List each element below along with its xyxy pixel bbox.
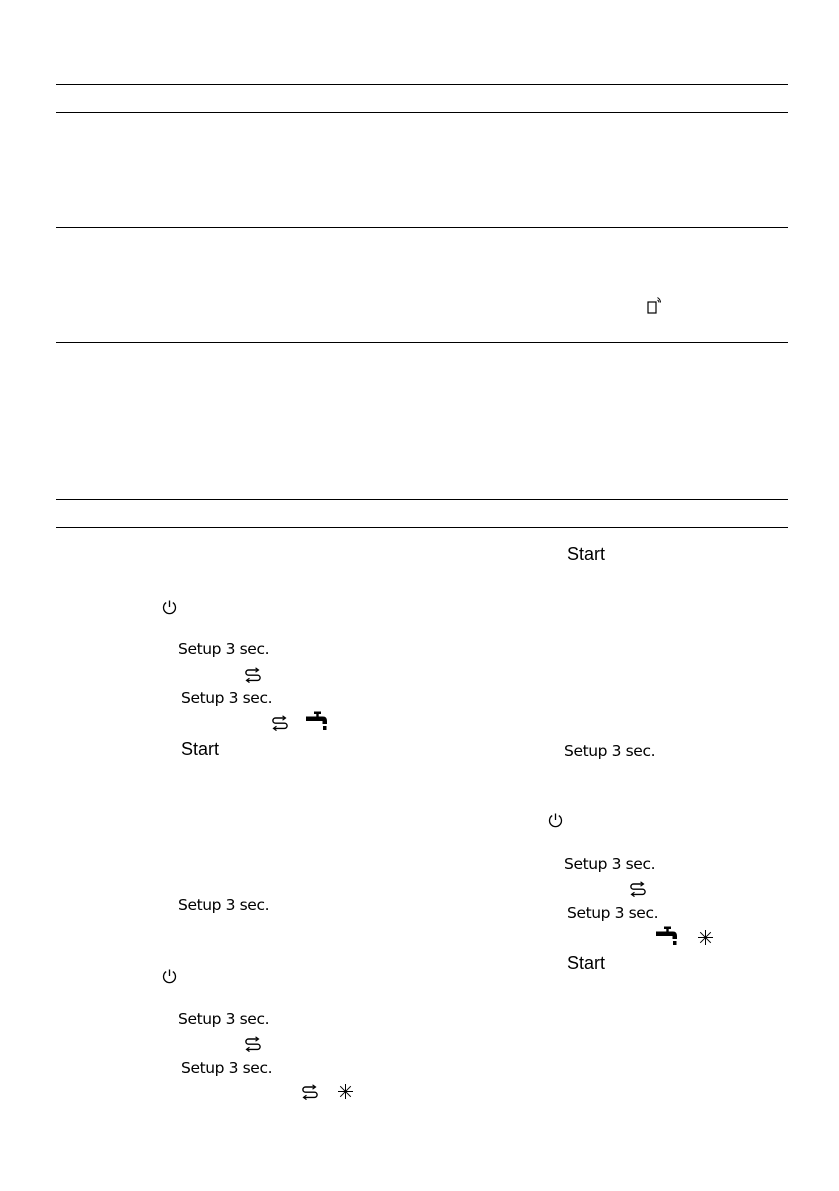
sparkle-icon	[697, 929, 714, 946]
setup-3-sec-label: Setup 3 sec.	[564, 855, 656, 873]
sparkle-icon	[337, 1083, 354, 1100]
start-label: Start	[567, 544, 606, 564]
setup-3-sec-label: Setup 3 sec.	[181, 1059, 273, 1077]
setup-3-sec-label: Setup 3 sec.	[564, 742, 656, 760]
setup-3-sec-label: Setup 3 sec.	[178, 640, 270, 658]
water-tap-icon	[305, 711, 329, 731]
power-icon	[547, 812, 564, 829]
rinse-cycle-icon	[301, 1084, 319, 1100]
rinse-cycle-icon	[271, 715, 289, 731]
water-tap-icon	[655, 926, 679, 946]
start-label: Start	[181, 739, 220, 759]
table2-header-rule	[56, 527, 788, 528]
table-row-rule-1	[56, 227, 788, 228]
table-row-rule-2	[56, 342, 788, 343]
rinse-cycle-icon	[244, 667, 262, 683]
table2-top-rule	[56, 499, 788, 500]
start-label: Start	[567, 953, 606, 973]
power-icon	[161, 968, 178, 985]
table-top-rule	[56, 84, 788, 85]
setup-3-sec-label: Setup 3 sec.	[178, 1010, 270, 1028]
rinse-cycle-icon	[244, 1036, 262, 1052]
setup-3-sec-label: Setup 3 sec.	[567, 904, 659, 922]
setup-3-sec-label: Setup 3 sec.	[181, 689, 273, 707]
table-header-rule	[56, 112, 788, 113]
setup-3-sec-label: Setup 3 sec.	[178, 896, 270, 914]
power-icon	[161, 599, 178, 616]
remote-start-icon	[647, 296, 663, 316]
rinse-cycle-icon	[629, 881, 647, 897]
